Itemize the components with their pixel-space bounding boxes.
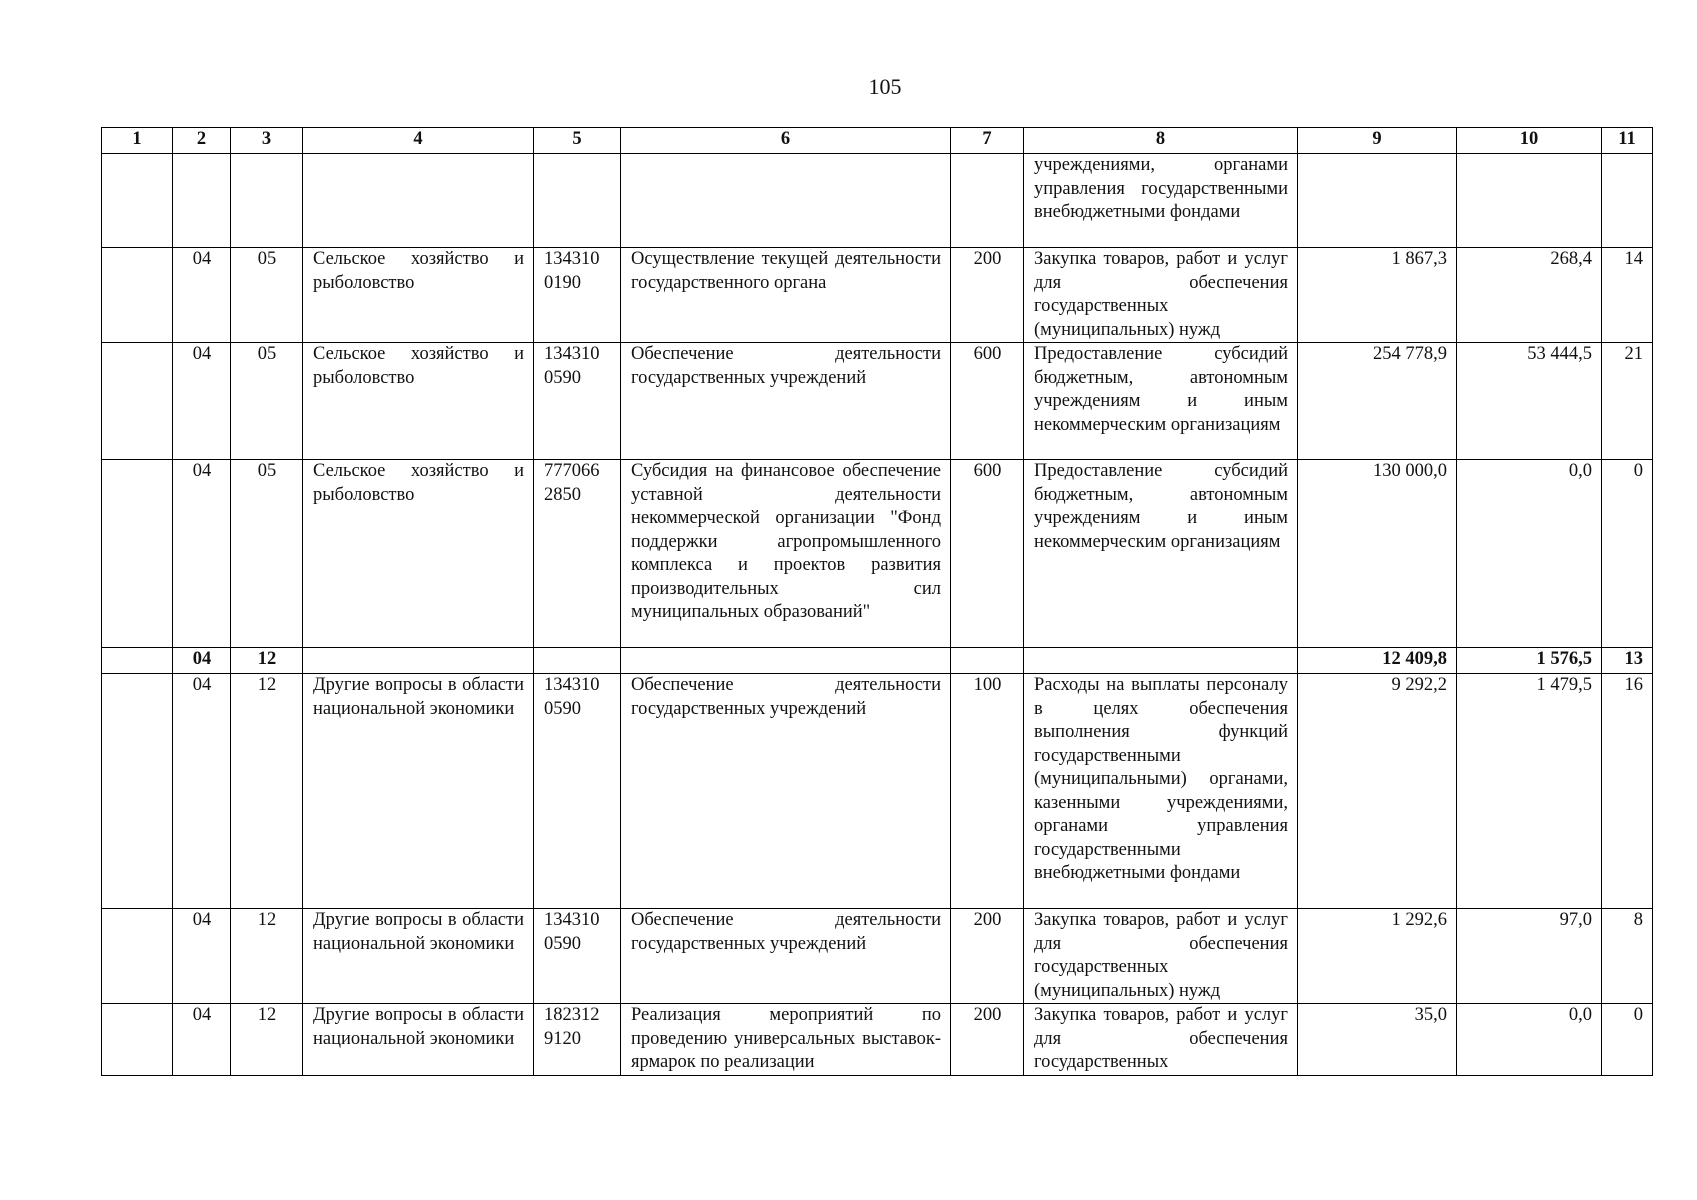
cell-actual-amount — [1457, 154, 1602, 248]
cell-section: 04 — [173, 248, 231, 343]
cell-section-name: Другие вопросы в области национальной экономики — [303, 909, 534, 1004]
cell-actual-amount: 0,0 — [1457, 1004, 1602, 1076]
column-header-2: 2 — [173, 128, 231, 154]
table-row — [102, 248, 1653, 343]
cell-section-name: Другие вопросы в области национальной экономики — [303, 674, 534, 909]
cell-target-name: Обеспечение деятельности государственных учреждений — [621, 674, 951, 909]
cell-expense-type-name: Закупка товаров, работ и услуг для обеспечения государственных (муниципальных) нужд — [1024, 248, 1298, 343]
cell-target-code: 134310 0590 — [534, 343, 621, 460]
cell-section: 04 — [173, 460, 231, 648]
cell-section: 04 — [173, 674, 231, 909]
column-header-8: 8 — [1024, 128, 1298, 154]
cell-expense-type: 200 — [951, 248, 1024, 343]
cell-section: 04 — [173, 1004, 231, 1076]
cell-expense-type: 600 — [951, 343, 1024, 460]
subtotal-row — [102, 648, 1653, 674]
cell-plan-amount — [1298, 154, 1457, 248]
cell-col1 — [102, 909, 173, 1004]
cell-section: 04 — [173, 909, 231, 1004]
column-header-4: 4 — [303, 128, 534, 154]
cell-plan-amount: 1 292,6 — [1298, 909, 1457, 1004]
cell-expense-type-name: Закупка товаров, работ и услуг для обеспечения государственных (муниципальных) нужд — [1024, 909, 1298, 1004]
column-header-6: 6 — [621, 128, 951, 154]
cell-subsection: 12 — [231, 674, 303, 909]
cell-target-name: Осуществление текущей деятельности государственного органа — [621, 248, 951, 343]
cell-plan-amount: 130 000,0 — [1298, 460, 1457, 648]
cell-actual-amount: 1 576,5 — [1457, 648, 1602, 674]
cell-section: 04 — [173, 648, 231, 674]
column-header-7: 7 — [951, 128, 1024, 154]
cell-col1 — [102, 648, 173, 674]
cell-col1 — [102, 343, 173, 460]
cell-expense-type: 200 — [951, 1004, 1024, 1076]
cell-target-code — [534, 648, 621, 674]
cell-section-name: Сельское хозяйство и рыболовство — [303, 460, 534, 648]
cell-plan-amount: 1 867,3 — [1298, 248, 1457, 343]
cell-section — [173, 154, 231, 248]
page-number: 105 — [868, 74, 902, 99]
cell-target-name: Обеспечение деятельности государственных учреждений — [621, 909, 951, 1004]
cell-percent: 21 — [1602, 343, 1653, 460]
cell-col1 — [102, 154, 173, 248]
table-row — [102, 460, 1653, 648]
cell-subsection: 05 — [231, 248, 303, 343]
cell-target-code — [534, 154, 621, 248]
cell-expense-type-name: Расходы на выплаты персоналу в целях обеспечения выполнения функций государственными (муниципальными) органами, казенными учреждениями, органами управления государственными внебюджетными фондами — [1024, 674, 1298, 909]
cell-subsection: 12 — [231, 1004, 303, 1076]
cell-actual-amount: 0,0 — [1457, 460, 1602, 648]
cell-target-name: Реализация мероприятий по проведению универсальных выставок-ярмарок по реализации — [621, 1004, 951, 1076]
cell-target-name — [621, 648, 951, 674]
cell-expense-type-name: учреждениями, органами управления государственными внебюджетными фондами — [1024, 154, 1298, 248]
cell-plan-amount: 12 409,8 — [1298, 648, 1457, 674]
column-header-3: 3 — [231, 128, 303, 154]
cell-target-code: 777066 2850 — [534, 460, 621, 648]
cell-target-name — [621, 154, 951, 248]
column-header-11: 11 — [1602, 128, 1653, 154]
cell-target-code: 134310 0590 — [534, 674, 621, 909]
cell-actual-amount: 53 444,5 — [1457, 343, 1602, 460]
cell-target-code: 182312 9120 — [534, 1004, 621, 1076]
cell-section-name: Другие вопросы в области национальной экономики — [303, 1004, 534, 1076]
cell-col1 — [102, 460, 173, 648]
cell-percent: 0 — [1602, 460, 1653, 648]
table-row — [102, 154, 1653, 248]
header-row — [102, 128, 1653, 154]
cell-percent: 8 — [1602, 909, 1653, 1004]
cell-col1 — [102, 1004, 173, 1076]
cell-subsection: 05 — [231, 343, 303, 460]
cell-col1 — [102, 248, 173, 343]
cell-percent — [1602, 154, 1653, 248]
cell-expense-type: 600 — [951, 460, 1024, 648]
cell-target-name: Обеспечение деятельности государственных учреждений — [621, 343, 951, 460]
cell-expense-type — [951, 648, 1024, 674]
column-header-5: 5 — [534, 128, 621, 154]
cell-section: 04 — [173, 343, 231, 460]
cell-percent: 16 — [1602, 674, 1653, 909]
cell-section-name — [303, 648, 534, 674]
cell-subsection — [231, 154, 303, 248]
cell-plan-amount: 35,0 — [1298, 1004, 1457, 1076]
cell-expense-type-name: Предоставление субсидий бюджетным, автономным учреждениям и иным некоммерческим организациям — [1024, 460, 1298, 648]
cell-actual-amount: 268,4 — [1457, 248, 1602, 343]
cell-section-name: Сельское хозяйство и рыболовство — [303, 343, 534, 460]
cell-actual-amount: 1 479,5 — [1457, 674, 1602, 909]
cell-section-name — [303, 154, 534, 248]
cell-subsection: 05 — [231, 460, 303, 648]
cell-percent: 14 — [1602, 248, 1653, 343]
table-row — [102, 674, 1653, 909]
budget-table — [101, 127, 1653, 1076]
cell-col1 — [102, 674, 173, 909]
column-header-1: 1 — [102, 128, 173, 154]
cell-expense-type: 100 — [951, 674, 1024, 909]
cell-plan-amount: 254 778,9 — [1298, 343, 1457, 460]
cell-expense-type-name — [1024, 648, 1298, 674]
cell-subsection: 12 — [231, 648, 303, 674]
cell-section-name: Сельское хозяйство и рыболовство — [303, 248, 534, 343]
cell-expense-type — [951, 154, 1024, 248]
cell-target-name: Субсидия на финансовое обеспечение уставной деятельности некоммерческой организации "Фонд поддержки агропромышленного комплекса и проектов развития производительных сил муниципальных образований" — [621, 460, 951, 648]
cell-subsection: 12 — [231, 909, 303, 1004]
table-row — [102, 909, 1653, 1004]
table-row — [102, 1004, 1653, 1076]
cell-expense-type-name: Закупка товаров, работ и услуг для обеспечения государственных — [1024, 1004, 1298, 1076]
cell-expense-type-name: Предоставление субсидий бюджетным, автономным учреждениям и иным некоммерческим организациям — [1024, 343, 1298, 460]
cell-plan-amount: 9 292,2 — [1298, 674, 1457, 909]
table-row — [102, 343, 1653, 460]
cell-percent: 13 — [1602, 648, 1653, 674]
cell-actual-amount: 97,0 — [1457, 909, 1602, 1004]
cell-target-code: 134310 0190 — [534, 248, 621, 343]
cell-target-code: 134310 0590 — [534, 909, 621, 1004]
cell-percent: 0 — [1602, 1004, 1653, 1076]
column-header-10: 10 — [1457, 128, 1602, 154]
cell-expense-type: 200 — [951, 909, 1024, 1004]
column-header-9: 9 — [1298, 128, 1457, 154]
